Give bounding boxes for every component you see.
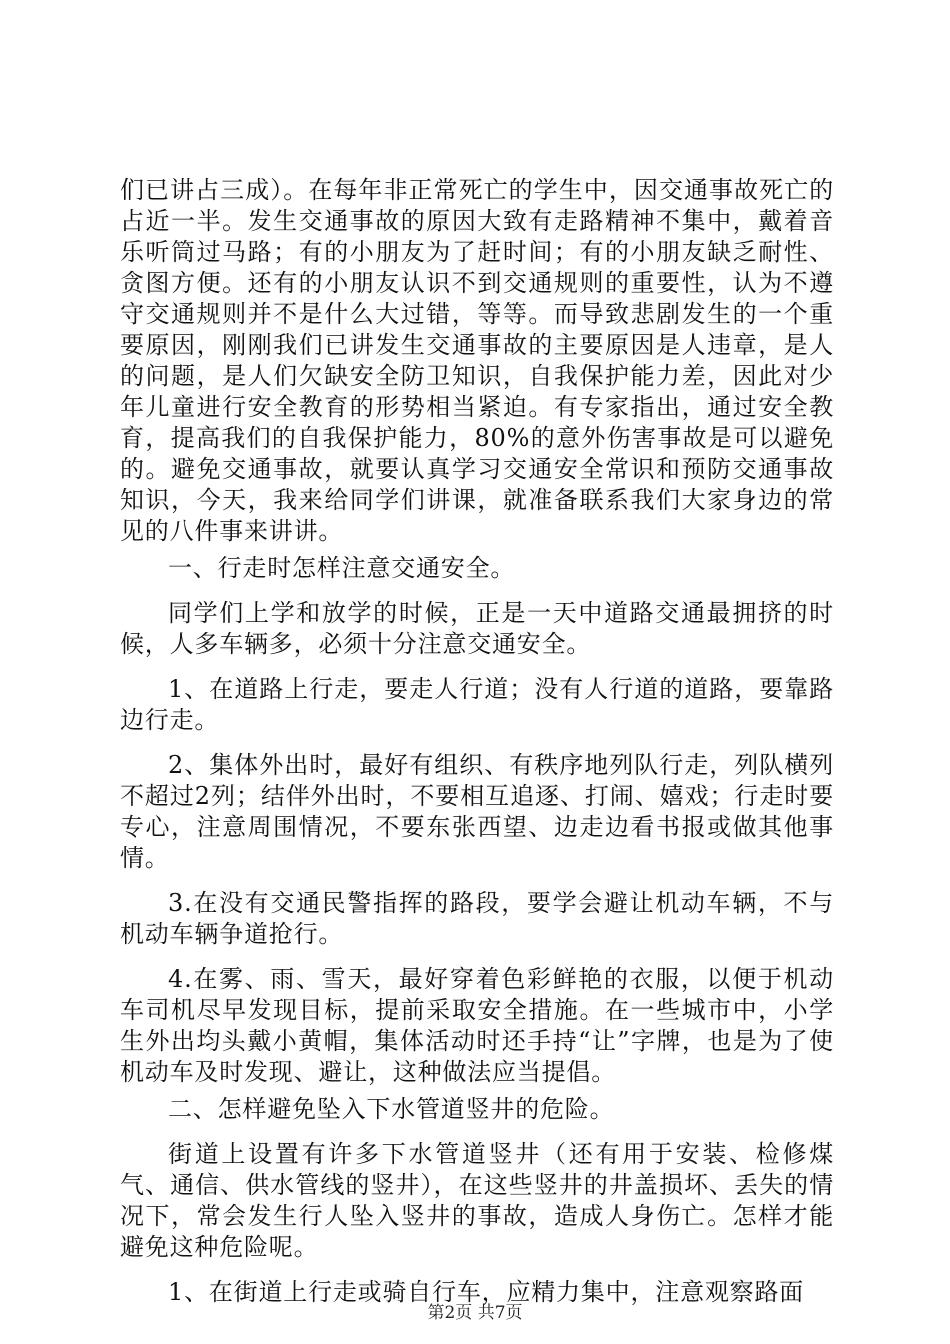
section-heading-walking: 一、行走时怎样注意交通安全。 [168, 554, 516, 582]
list-item-manhole-1: 1、在街道上行走或骑自行车，应精力集中，注意观察路面 [168, 1278, 805, 1306]
list-item-3: 3.在没有交通民警指挥的路段，要学会避让机动车辆，不与机动车辆争道抢行。 [120, 889, 834, 948]
document-body [120, 175, 834, 1308]
paragraph-manhole-intro: 街道上设置有许多下水管道竖井（还有用于安装、检修煤气、通信、供水管线的竖井），在这些竖井的井盖损坏、丢失的情况下，常会发生行人坠入竖井的事故，造成人身伤亡。怎样才能避免这种危险呢。 [120, 1140, 834, 1261]
page-number-footer: 第2页 共7页 [427, 1303, 523, 1323]
list-item-2: 2、集体外出时，最好有组织、有秩序地列队行走，列队横列不超过2列；结伴外出时，不要相互追逐、打闹、嬉戏；行走时要专心，注意周围情况，不要东张西望、边走边看书报或做其他事情。 [120, 751, 834, 872]
paragraph-walking-intro: 同学们上学和放学的时候，正是一天中道路交通最拥挤的时候，人多车辆多，必须十分注意交通安全。 [120, 599, 834, 658]
list-item-1: 1、在道路上行走，要走人行道；没有人行道的道路，要靠路边行走。 [120, 675, 834, 734]
list-item-4: 4.在雾、雨、雪天，最好穿着色彩鲜艳的衣服，以便于机动车司机尽早发现目标，提前采取安全措施。在一些城市中，小学生外出均头戴小黄帽，集体活动时还手持“让”字牌，也是为了使机动车及时发现、避让，这种做法应当提倡。 [120, 965, 834, 1086]
paragraph-intro: 们已讲占三成）。在每年非正常死亡的学生中，因交通事故死亡的占近一半。发生交通事故的原因大致有走路精神不集中，戴着音乐听筒过马路；有的小朋友为了赶时间；有的小朋友缺乏耐性、贪图方便。还有的小朋友认识不到交通规则的重要性，认为不遵守交通规则并不是什么大过错，等等。而导致悲剧发生的一个重要原因，刚刚我们已讲发生交通事故的主要原因是人违章，是人的问题，是人们欠缺安全防卫知识，自我保护能力差，因此对少年儿童进行安全教育的形势相当紧迫。有专家指出，通过安全教育，提高我们的自我保护能力，80%的意外伤害事故是可以避免的。避免交通事故，就要认真学习交通安全常识和预防交通事故知识，今天，我来给同学们讲课，就准备联系我们大家身边的常见的八件事来讲讲。 [120, 176, 834, 545]
section-heading-manhole: 二、怎样避免坠入下水管道竖井的危险。 [168, 1095, 615, 1123]
